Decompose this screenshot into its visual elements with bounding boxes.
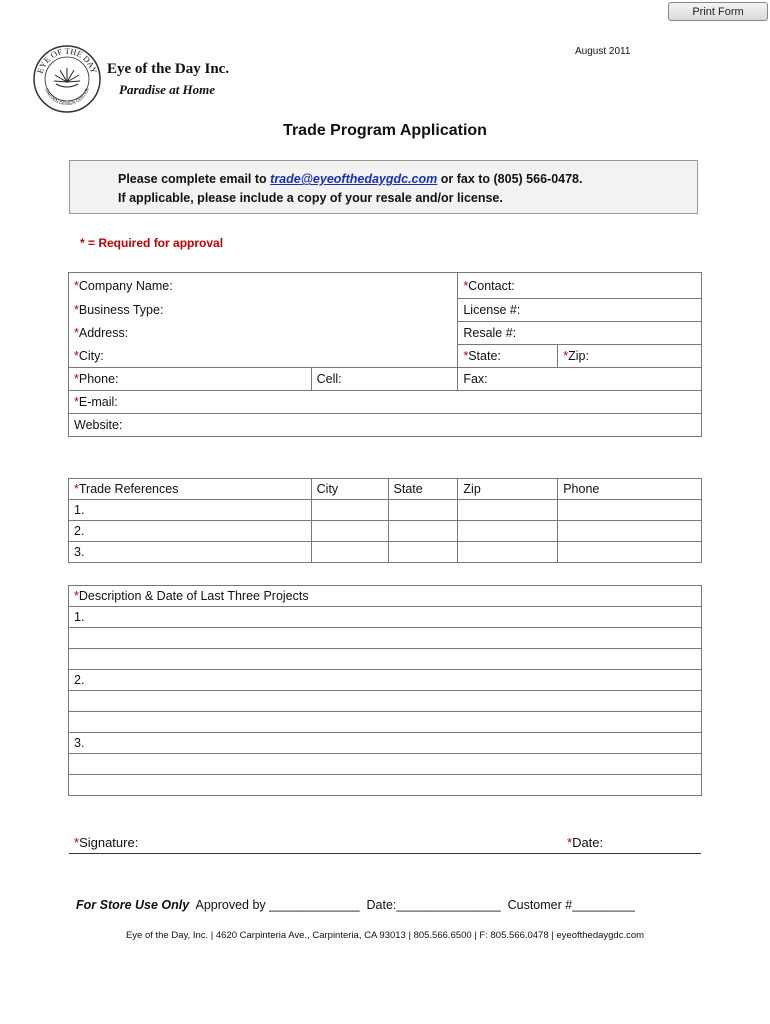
reference-name-cell[interactable]: 3. [69, 542, 312, 563]
references-header: *Trade References [69, 479, 312, 500]
reference-zip-cell[interactable] [458, 521, 558, 542]
city-field[interactable]: *City: [69, 345, 458, 368]
store-use-section [76, 898, 635, 912]
instructions-line-1: Please complete email to trade@eyeofthedaygdc.com or fax to (805) 566-0478. [118, 172, 583, 186]
reference-state-cell[interactable] [388, 542, 458, 563]
approved-by-field[interactable]: Approved by _____________ [195, 898, 360, 912]
email-field[interactable]: *E-mail: [69, 391, 702, 414]
table-row[interactable] [69, 500, 702, 521]
signature-label: *Signature: [74, 835, 139, 850]
references-phone-header: Phone [558, 479, 702, 500]
project-3-line-extra[interactable] [69, 754, 702, 775]
signature-date-label: *Date: [567, 835, 604, 850]
store-use-label: For Store Use Only [76, 898, 190, 912]
company-tagline: Paradise at Home [119, 82, 216, 97]
references-city-header: City [311, 479, 388, 500]
state-field[interactable]: *State: [458, 345, 558, 368]
signature-line[interactable] [69, 833, 701, 854]
seal-text: EYE OF THE DAY [34, 45, 100, 75]
reference-name-cell[interactable]: 2. [69, 521, 312, 542]
footer-address: Eye of the Day, Inc. | 4620 Carpinteria Ave., Carpinteria, CA 93013 | 805.566.6500 | F: 805.566.0478 | eyeofthedaygdc.com [125, 930, 645, 941]
references-state-header: State [388, 479, 458, 500]
references-zip-header: Zip [458, 479, 558, 500]
reference-city-cell[interactable] [311, 542, 388, 563]
instructions-line-2: If applicable, please include a copy of your resale and/or license. [118, 191, 503, 205]
cell-field[interactable]: Cell: [311, 368, 458, 391]
print-form-button[interactable]: Print Form [668, 2, 768, 21]
project-2-line-extra[interactable] [69, 712, 702, 733]
business-type-field[interactable]: *Business Type: [69, 299, 458, 322]
trade-references-table [68, 478, 702, 563]
instructions-box [69, 160, 698, 214]
address-field[interactable]: *Address: [69, 322, 458, 345]
projects-table [68, 585, 702, 796]
reference-zip-cell[interactable] [458, 542, 558, 563]
project-2-line-extra[interactable] [69, 691, 702, 712]
reference-zip-cell[interactable] [458, 500, 558, 521]
project-3-line[interactable]: 3. [69, 733, 702, 754]
reference-city-cell[interactable] [311, 500, 388, 521]
applicant-info-table [68, 272, 702, 437]
seal-subtext: GARDEN DESIGN CENTER [44, 87, 90, 107]
zip-field[interactable]: *Zip: [558, 345, 702, 368]
company-name: Eye of the Day Inc. [107, 61, 230, 77]
customer-number-field[interactable]: Customer #_________ [507, 898, 635, 912]
reference-state-cell[interactable] [388, 500, 458, 521]
phone-field[interactable]: *Phone: [69, 368, 312, 391]
reference-phone-cell[interactable] [558, 521, 702, 542]
fax-field[interactable]: Fax: [458, 368, 702, 391]
company-seal-logo [32, 44, 102, 114]
page-title: Trade Program Application [283, 122, 487, 139]
reference-state-cell[interactable] [388, 521, 458, 542]
project-2-line[interactable]: 2. [69, 670, 702, 691]
project-3-line-extra[interactable] [69, 775, 702, 796]
reference-phone-cell[interactable] [558, 542, 702, 563]
reference-name-cell[interactable]: 1. [69, 500, 312, 521]
license-field[interactable]: License #: [458, 299, 702, 322]
project-1-line[interactable]: 1. [69, 607, 702, 628]
trade-email-link[interactable]: trade@eyeofthedaygdc.com [270, 172, 438, 186]
project-1-line-extra[interactable] [69, 649, 702, 670]
projects-header: *Description & Date of Last Three Projects [69, 586, 702, 607]
reference-phone-cell[interactable] [558, 500, 702, 521]
website-field[interactable]: Website: [69, 414, 702, 437]
table-row[interactable] [69, 542, 702, 563]
company-name-field[interactable]: *Company Name: [69, 273, 458, 299]
contact-field[interactable]: *Contact: [458, 273, 702, 299]
reference-city-cell[interactable] [311, 521, 388, 542]
resale-field[interactable]: Resale #: [458, 322, 702, 345]
issue-date: August 2011 [575, 46, 631, 57]
project-1-line-extra[interactable] [69, 628, 702, 649]
svg-text:GARDEN DESIGN CENTER [44, 87, 90, 106]
table-row[interactable] [69, 521, 702, 542]
store-date-field[interactable]: Date:_______________ [366, 898, 501, 912]
required-note: * = Required for approval [80, 236, 224, 250]
